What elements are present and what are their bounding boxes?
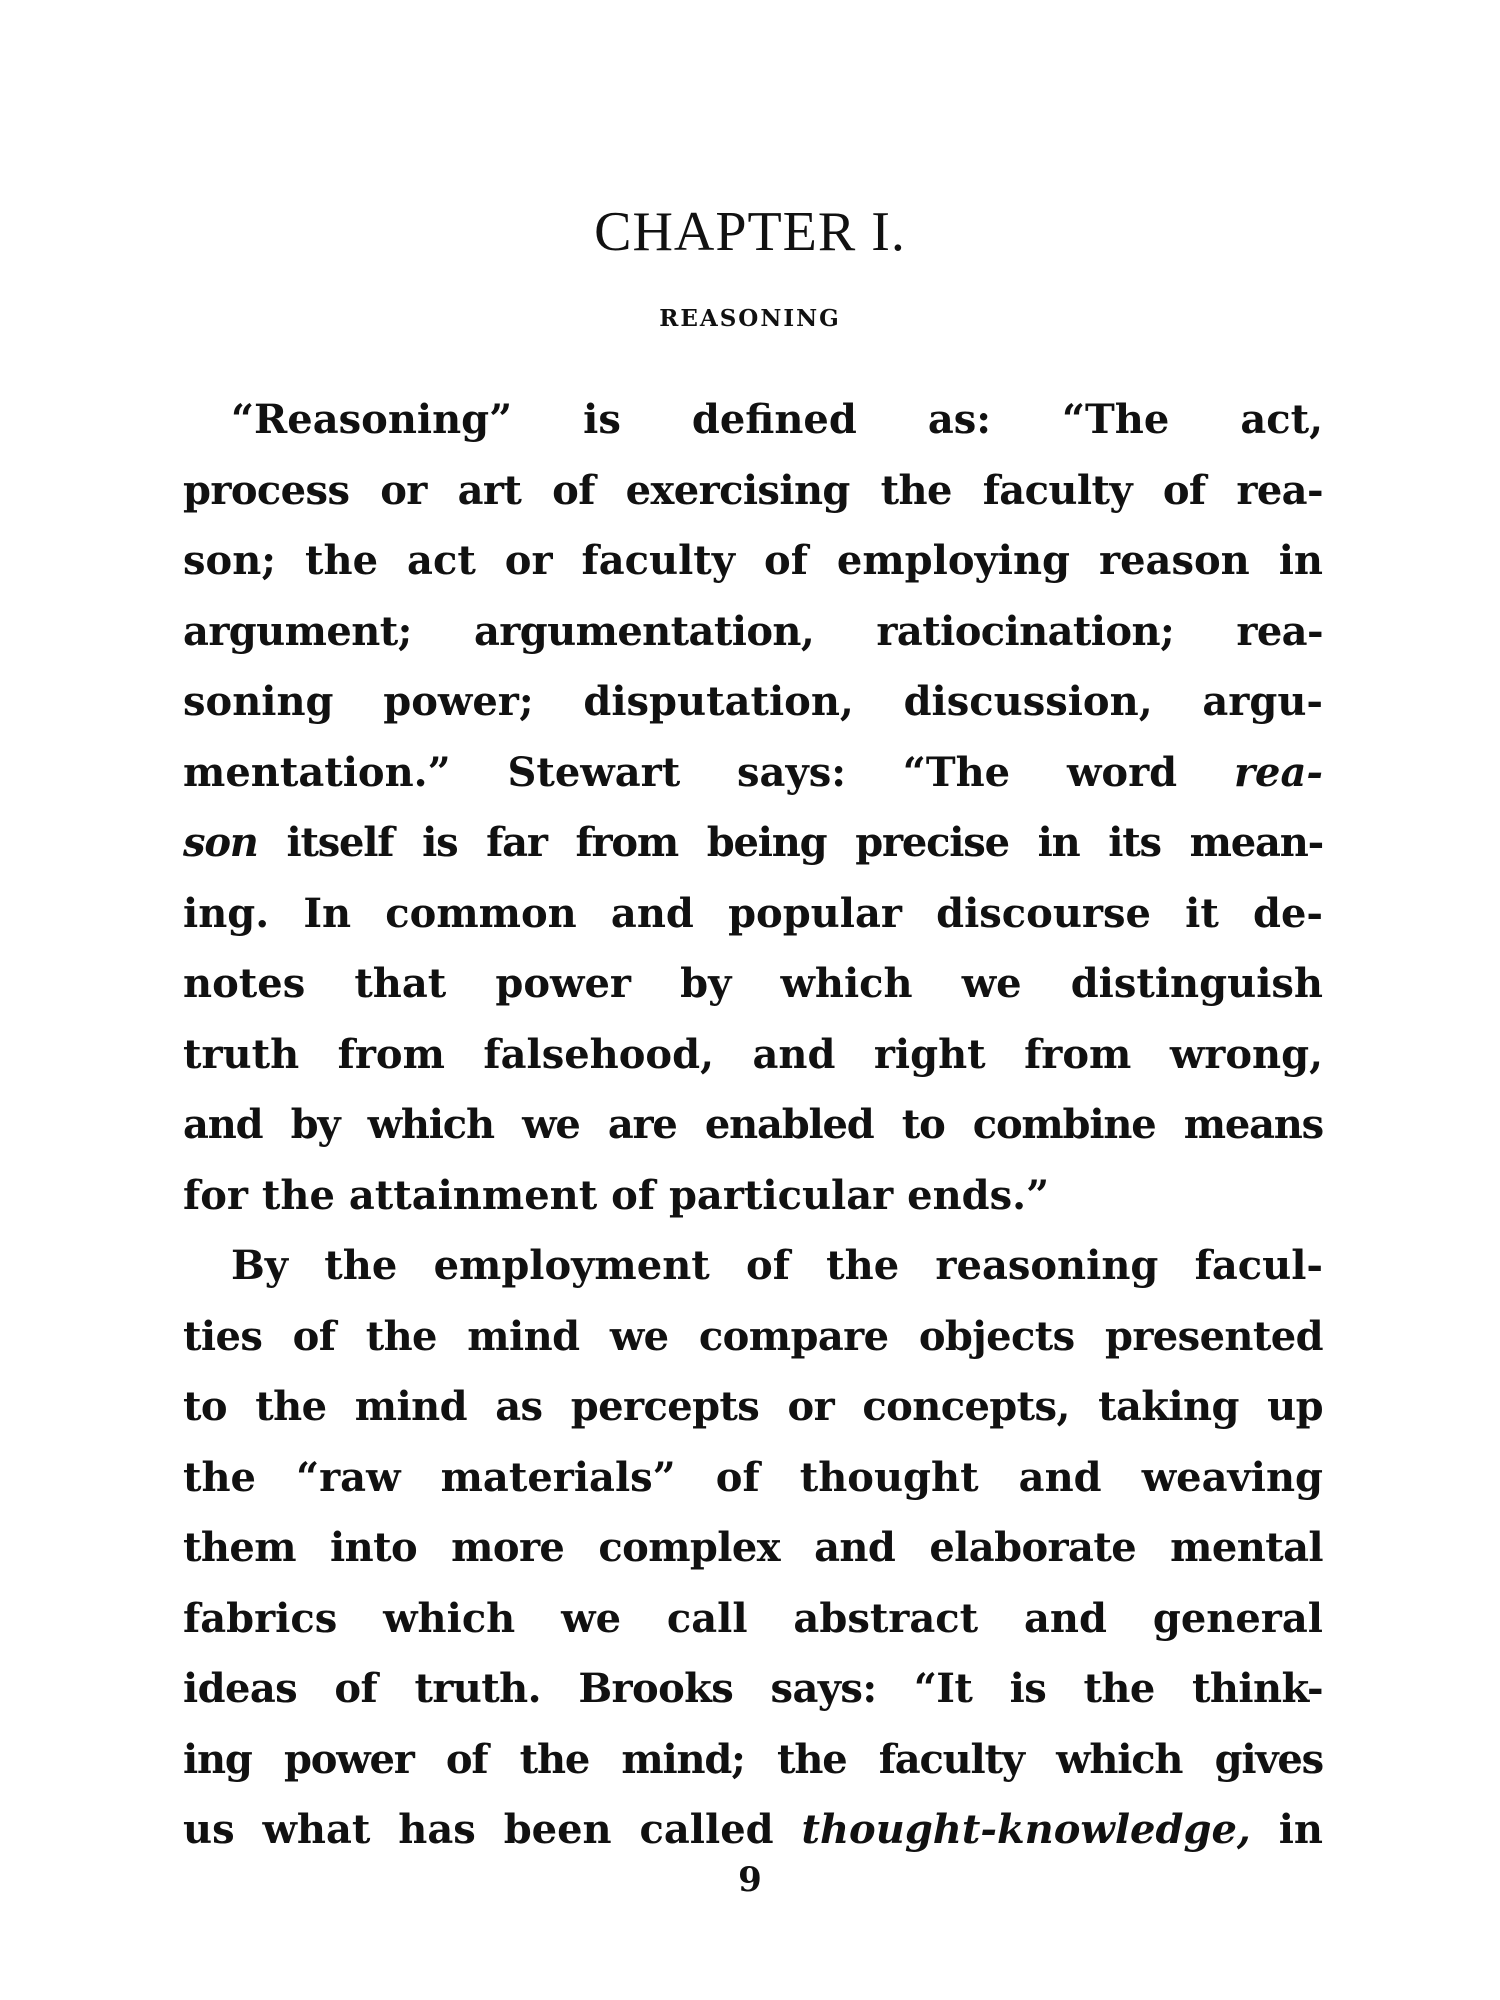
italic-text: rea- [1233, 748, 1323, 796]
paragraph-1 [183, 385, 1323, 1231]
text-line: “Reasoning” is defined as: “The act, [231, 396, 1323, 443]
text-line [183, 808, 1323, 879]
text-line: to the mind as percepts or concepts, taking up [183, 1383, 1323, 1430]
text-line: and by which we are enabled to combine means [183, 1101, 1323, 1148]
section-title: REASONING [659, 305, 841, 332]
text-segment: mentation.” Stewart says: “The word [183, 748, 1234, 796]
text-line: By the employment of the reasoning facul- [231, 1242, 1323, 1289]
text-line: ties of the mind we compare objects presented [183, 1312, 1323, 1360]
text-line [183, 1795, 1323, 1866]
page-number: 9 [738, 1860, 762, 1900]
text-line: for the attainment of particular ends.” [183, 1171, 1050, 1219]
text-line: notes that power by which we distinguish [183, 960, 1323, 1007]
text-line: son; the act or faculty of employing reason in [183, 537, 1323, 584]
body-text [183, 385, 1323, 1866]
text-line: process or art of exercising the faculty of rea- [183, 466, 1323, 514]
text-line: truth from falsehood, and right from wrong, [183, 1030, 1323, 1078]
text-segment: itself is far from being precise in its mean- [257, 819, 1323, 866]
text-segment: us what has been called [183, 1806, 802, 1853]
chapter-title: CHAPTER I. [594, 201, 906, 263]
text-line: fabrics which we call abstract and general [183, 1594, 1323, 1642]
text-segment: in [1250, 1806, 1323, 1853]
text-line [183, 738, 1323, 809]
italic-text: thought-knowledge, [801, 1806, 1251, 1853]
italic-text: son [183, 819, 258, 866]
text-line: the “raw materials” of thought and weaving [183, 1453, 1323, 1501]
text-line: argument; argumentation, ratiocination; rea- [183, 607, 1323, 655]
text-line: them into more complex and elaborate mental [183, 1524, 1323, 1571]
text-line: soning power; disputation, discussion, argu- [183, 678, 1323, 725]
text-line: ideas of truth. Brooks says: “It is the think- [183, 1665, 1323, 1712]
text-line: ing power of the mind; the faculty which gives [183, 1735, 1323, 1783]
paragraph-2 [183, 1231, 1323, 1866]
text-line: ing. In common and popular discourse it de- [183, 889, 1323, 937]
